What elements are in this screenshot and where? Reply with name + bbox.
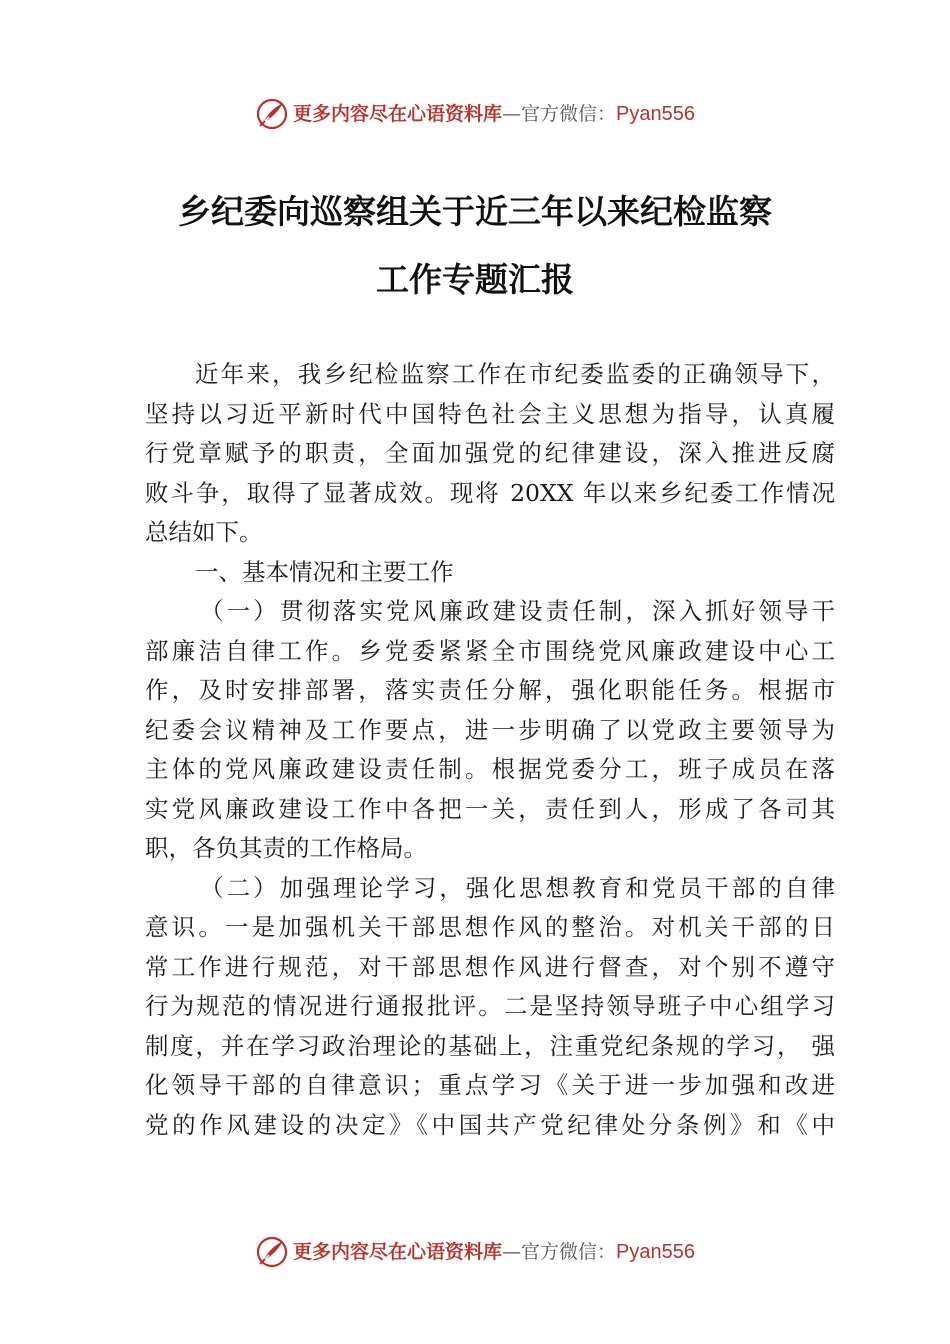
banner-gray-text: —官方微信：	[502, 1241, 617, 1263]
document-body	[145, 355, 835, 1145]
body-line: 纪委会议精神及工作要点，进一步明确了以党政主要领导为	[145, 715, 835, 744]
body-line: 行为规范的情况进行通报批评。二是坚持领导班子中心组学习	[145, 992, 835, 1020]
body-line: 党的作风建设的决定》《中国共产党纪律处分条例》和《中	[145, 1110, 835, 1139]
section-heading: 一、基本情况和主要工作	[195, 557, 454, 586]
document-title-line-2: 工作专题汇报	[376, 260, 574, 299]
header-banner	[0, 94, 950, 134]
banner-red-text: 更多内容尽在心语资料库	[293, 1241, 503, 1263]
document-title-line-1: 乡纪委向巡察组关于近三年以来纪检监察	[178, 192, 772, 231]
body-line: 作，及时安排部署，落实责任分解，强化职能任务。根据市	[145, 676, 835, 704]
body-line: 近年来，我乡纪检监察工作在市纪委监委的正确领导下，	[195, 360, 835, 388]
quill-logo-icon	[255, 1235, 289, 1269]
subsection-heading: （一）贯彻落实党风廉政建设责任制，深入抓好领导干	[200, 597, 835, 625]
body-line: 制度，并在学习政治理论的基础上，注重党纪条规的学习， 强	[145, 1031, 835, 1060]
body-line: 坚持以习近平新时代中国特色社会主义思想为指导，认真履	[145, 399, 835, 428]
footer-banner	[0, 1232, 950, 1272]
banner-wechat-id: Pyan556	[616, 1241, 695, 1263]
body-line: 部廉洁自律工作。乡党委紧紧全市围绕党风廉政建设中心工	[145, 636, 835, 665]
body-line: 主体的党风廉政建设责任制。根据党委分工，班子成员在落	[145, 755, 835, 783]
body-line: 化领导干部的自律意识；重点学习《关于进一步加强和改进	[145, 1071, 835, 1099]
body-line: 职，各负其责的工作格局。	[145, 834, 427, 862]
body-line: 常工作进行规范，对干部思想作风进行督查，对个别不遵守	[145, 952, 835, 981]
body-line: 意识。一是加强机关干部思想作风的整治。对机关干部的日	[145, 913, 835, 941]
banner-gray-text: —官方微信：	[502, 103, 617, 125]
body-line: 行党章赋予的职责，全面加强党的纪律建设，深入推进反腐	[145, 439, 835, 467]
body-line: 总结如下。	[145, 518, 263, 546]
subsection-heading: （二）加强理论学习，强化思想教育和党员干部的自律	[200, 873, 835, 902]
body-line: 实党风廉政建设工作中各把一关，责任到人，形成了各司其	[145, 794, 835, 823]
quill-logo-icon	[255, 97, 289, 131]
banner-red-text: 更多内容尽在心语资料库	[293, 103, 503, 125]
body-line: 败斗争，取得了显著成效。现将 20XX 年以来乡纪委工作情况	[145, 478, 835, 507]
banner-wechat-id: Pyan556	[616, 103, 695, 125]
